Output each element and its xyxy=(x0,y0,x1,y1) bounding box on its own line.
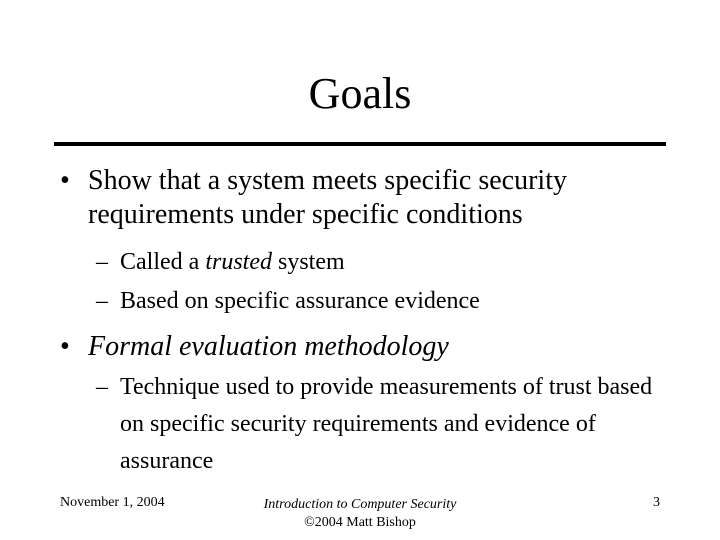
subbullet-trusted-system xyxy=(96,243,656,281)
title-divider xyxy=(54,142,666,146)
footer-course-title xyxy=(200,496,520,514)
subbullet-marker: – xyxy=(96,249,108,275)
subbullet-text: Based on specific assurance evidence xyxy=(120,288,480,314)
footer-course-text: Introduction to Computer Security xyxy=(263,497,457,512)
footer-page-number: 3 xyxy=(653,495,660,510)
bullet-text: Formal evaluation methodology xyxy=(88,331,449,362)
bullet-goal-show-security xyxy=(60,164,670,232)
bullet-marker: • xyxy=(60,331,70,362)
bullet-formal-evaluation xyxy=(60,330,670,364)
subbullet-assurance-evidence xyxy=(96,282,656,320)
subbullet-technique xyxy=(96,369,656,480)
footer-copyright: ©2004 Matt Bishop xyxy=(304,515,416,530)
footer-date: November 1, 2004 xyxy=(60,495,165,510)
subbullet-emphasis: trusted xyxy=(205,249,272,275)
bullet-marker: • xyxy=(60,165,70,196)
subbullet-marker: – xyxy=(96,288,108,314)
subbullet-text-before: Called a xyxy=(120,249,206,275)
subbullet-text: Technique used to provide measurements of trust based on specific security requirements and evidence of assurance xyxy=(120,374,653,474)
slide-title: Goals xyxy=(308,69,412,118)
bullet-text: Show that a system meets specific security requirements under specific conditions xyxy=(88,165,567,230)
subbullet-marker: – xyxy=(96,374,108,400)
subbullet-text-after: system xyxy=(271,249,345,275)
footer-course-info xyxy=(200,496,520,532)
subbullet-text xyxy=(120,243,656,281)
